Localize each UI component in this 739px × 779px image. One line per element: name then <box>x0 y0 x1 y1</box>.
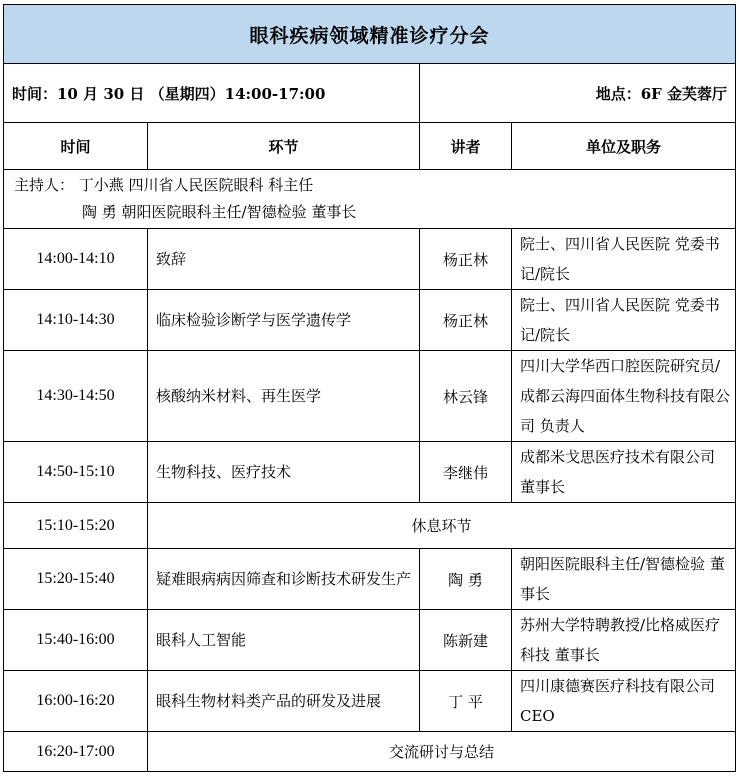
row-time: 16:20-17:00 <box>4 732 148 772</box>
table-row-break <box>4 503 736 549</box>
page-title: 眼科疾病领域精准诊疗分会 <box>4 5 736 64</box>
row-time: 14:30-14:50 <box>4 351 148 442</box>
row-org: 四川大学华西口腔医院研究员/成都云海四面体生物科技有限公司 负责人 <box>512 351 736 442</box>
row-segment: 眼科人工智能 <box>148 610 420 671</box>
row-time: 14:00-14:10 <box>4 229 148 290</box>
row-merged: 休息环节 <box>148 503 736 549</box>
row-time: 14:10-14:30 <box>4 290 148 351</box>
host-line-1: 主持人： 丁小燕 四川省人民医院眼科 科主任 <box>14 176 314 194</box>
row-speaker: 林云锋 <box>420 351 512 442</box>
table-row <box>4 610 736 671</box>
row-time: 14:50-15:10 <box>4 442 148 503</box>
row-segment: 生物科技、医疗技术 <box>148 442 420 503</box>
header-time: 时间 <box>4 123 148 170</box>
agenda-table <box>3 4 736 772</box>
header-speaker: 讲者 <box>420 123 512 170</box>
row-speaker: 杨正林 <box>420 290 512 351</box>
row-segment: 核酸纳米材料、再生医学 <box>148 351 420 442</box>
table-row <box>4 351 736 442</box>
row-speaker: 陶 勇 <box>420 549 512 610</box>
row-segment: 致辞 <box>148 229 420 290</box>
row-time: 15:20-15:40 <box>4 549 148 610</box>
table-row <box>4 442 736 503</box>
table-header <box>4 123 736 170</box>
row-speaker: 丁 平 <box>420 671 512 732</box>
row-org: 成都米戈思医疗技术有限公司 董事长 <box>512 442 736 503</box>
table-row <box>4 229 736 290</box>
table-row <box>4 549 736 610</box>
row-time: 15:10-15:20 <box>4 503 148 549</box>
table-row-closing <box>4 732 736 772</box>
header-org: 单位及职务 <box>512 123 736 170</box>
row-speaker: 李继伟 <box>420 442 512 503</box>
row-speaker: 陈新建 <box>420 610 512 671</box>
row-speaker: 杨正林 <box>420 229 512 290</box>
session-time: 时间：10 月 30 日 （星期四）14:00-17:00 <box>4 64 420 123</box>
row-org: 苏州大学特聘教授/比格威医疗科技 董事长 <box>512 610 736 671</box>
row-segment: 疑难眼病病因筛查和诊断技术研发生产 <box>148 549 420 610</box>
row-segment: 眼科生物材料类产品的研发及进展 <box>148 671 420 732</box>
host-cell <box>4 170 736 229</box>
host-line-2: 陶 勇 朝阳医院眼科主任/智德检验 董事长 <box>82 203 357 221</box>
row-org: 院士、四川省人民医院 党委书记/院长 <box>512 229 736 290</box>
agenda-sheet <box>3 4 735 772</box>
row-org: 朝阳医院眼科主任/智德检验 董事长 <box>512 549 736 610</box>
row-merged: 交流研讨与总结 <box>148 732 736 772</box>
row-time: 16:00-16:20 <box>4 671 148 732</box>
header-segment: 环节 <box>148 123 420 170</box>
row-org: 院士、四川省人民医院 党委书记/院长 <box>512 290 736 351</box>
row-org: 四川康德赛医疗科技有限公司 CEO <box>512 671 736 732</box>
row-segment: 临床检验诊断学与医学遗传学 <box>148 290 420 351</box>
row-time: 15:40-16:00 <box>4 610 148 671</box>
table-row <box>4 290 736 351</box>
session-location: 地点：6F 金芙蓉厅 <box>420 64 736 123</box>
table-row <box>4 671 736 732</box>
